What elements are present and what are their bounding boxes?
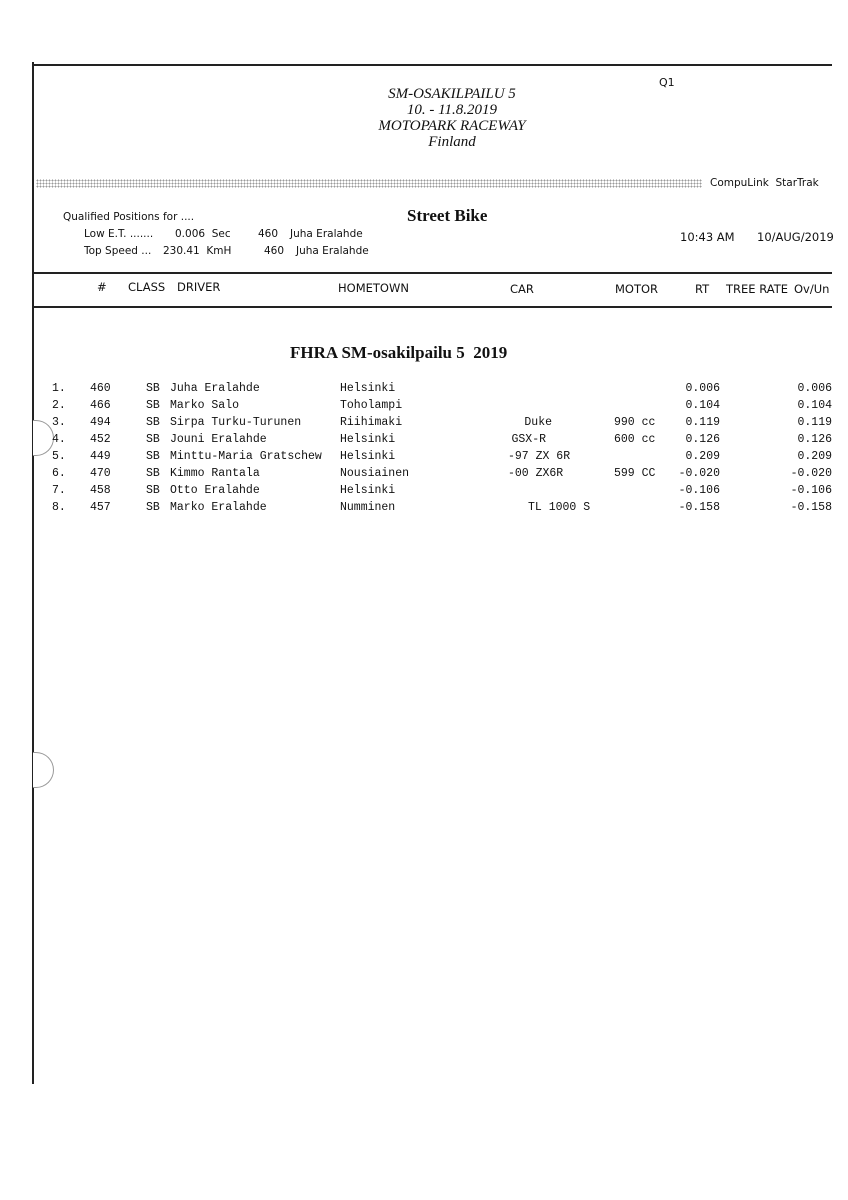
top-speed-num: 460 <box>264 245 285 257</box>
row-driver: Marko Eralahde <box>170 501 267 514</box>
row-class: SB <box>146 467 160 480</box>
low-et-label: Low E.T. ....... <box>84 228 154 240</box>
row-num: 449 <box>90 450 111 463</box>
row-rt: -0.158 <box>678 501 720 514</box>
qualified-label: Qualified Positions for .... <box>63 211 195 223</box>
table-row <box>0 467 848 484</box>
row-motor: 600 cc <box>614 433 656 446</box>
row-hometown: Helsinki <box>340 382 396 395</box>
row-ovun: 0.209 <box>797 450 832 463</box>
row-class: SB <box>146 501 160 514</box>
row-class: SB <box>146 450 160 463</box>
row-num: 457 <box>90 501 111 514</box>
punch-hole-bottom <box>33 752 54 788</box>
row-hometown: Helsinki <box>340 433 396 446</box>
row-hometown: Numminen <box>340 501 396 514</box>
row-hometown: Toholampi <box>340 399 403 412</box>
row-ovun: -0.020 <box>790 467 832 480</box>
row-ovun: 0.006 <box>797 382 832 395</box>
table-row <box>0 399 848 416</box>
row-motor: 599 CC <box>614 467 656 480</box>
row-hometown: Nousiainen <box>340 467 410 480</box>
event-header <box>332 86 572 150</box>
row-rt: -0.106 <box>678 484 720 497</box>
table-row <box>0 382 848 399</box>
row-rt: 0.006 <box>685 382 720 395</box>
row-driver: Otto Eralahde <box>170 484 260 497</box>
row-pos: 7. <box>52 484 66 497</box>
table-row <box>0 450 848 467</box>
row-num: 452 <box>90 433 111 446</box>
row-car: TL 1000 S <box>528 501 591 514</box>
row-num: 458 <box>90 484 111 497</box>
row-pos: 5. <box>52 450 66 463</box>
report-time: 10:43 AM <box>680 230 735 244</box>
row-ovun: 0.126 <box>797 433 832 446</box>
row-class: SB <box>146 484 160 497</box>
row-motor: 990 cc <box>614 416 656 429</box>
row-pos: 4. <box>52 433 66 446</box>
row-class: SB <box>146 416 160 429</box>
row-car: GSX-R <box>511 433 546 446</box>
header-rule-bottom <box>32 306 832 308</box>
row-hometown: Helsinki <box>340 450 396 463</box>
row-car: Duke <box>524 416 552 429</box>
col-hometown: HOMETOWN <box>338 281 409 295</box>
row-car: -00 ZX6R <box>508 467 564 480</box>
row-rt: 0.209 <box>685 450 720 463</box>
row-num: 460 <box>90 382 111 395</box>
system-label: CompuLink StarTrak <box>710 177 819 189</box>
event-venue: MOTOPARK RACEWAY <box>378 118 526 134</box>
row-class: SB <box>146 382 160 395</box>
row-pos: 3. <box>52 416 66 429</box>
page-tag: Q1 <box>659 76 675 89</box>
left-margin-line <box>32 62 34 1084</box>
row-pos: 2. <box>52 399 66 412</box>
top-speed-value: 230.41 KmH <box>163 245 232 257</box>
col-car: CAR <box>510 282 534 296</box>
row-hometown: Riihimaki <box>340 416 403 429</box>
row-ovun: 0.104 <box>797 399 832 412</box>
row-class: SB <box>146 433 160 446</box>
row-pos: 6. <box>52 467 66 480</box>
dotted-band <box>36 179 702 188</box>
results-title: FHRA SM-osakilpailu 5 2019 <box>290 343 508 362</box>
col-rt: RT <box>695 282 710 296</box>
row-car: -97 ZX 6R <box>508 450 571 463</box>
row-driver: Marko Salo <box>170 399 240 412</box>
class-title: Street Bike <box>407 206 488 225</box>
row-driver: Sirpa Turku-Turunen <box>170 416 302 429</box>
event-title: SM-OSAKILPAILU 5 <box>388 86 516 102</box>
row-pos: 8. <box>52 501 66 514</box>
top-speed-label: Top Speed ... <box>84 245 152 257</box>
row-rt: -0.020 <box>678 467 720 480</box>
col-ovun: Ov/Un <box>794 282 830 296</box>
row-ovun: 0.119 <box>797 416 832 429</box>
row-ovun: -0.158 <box>790 501 832 514</box>
row-driver: Juha Eralahde <box>170 382 260 395</box>
row-num: 466 <box>90 399 111 412</box>
table-row <box>0 484 848 501</box>
table-row <box>0 416 848 433</box>
top-rule <box>32 64 832 66</box>
table-row <box>0 433 848 450</box>
header-rule-top <box>32 272 832 274</box>
row-ovun: -0.106 <box>790 484 832 497</box>
row-driver: Minttu-Maria Gratschew <box>170 450 322 463</box>
col-tree-rate: TREE RATE <box>726 282 788 296</box>
table-row <box>0 501 848 518</box>
row-num: 470 <box>90 467 111 480</box>
low-et-driver: Juha Eralahde <box>290 228 363 240</box>
row-driver: Kimmo Rantala <box>170 467 260 480</box>
col-class: CLASS <box>128 280 166 294</box>
col-num: # <box>97 280 107 294</box>
low-et-value: 0.006 Sec <box>175 228 231 240</box>
row-rt: 0.104 <box>685 399 720 412</box>
report-date: 10/AUG/2019 <box>757 230 834 244</box>
col-driver: DRIVER <box>177 280 221 294</box>
row-pos: 1. <box>52 382 66 395</box>
event-dates: 10. - 11.8.2019 <box>406 102 498 118</box>
low-et-num: 460 <box>258 228 279 240</box>
row-num: 494 <box>90 416 111 429</box>
col-motor: MOTOR <box>615 282 659 296</box>
row-class: SB <box>146 399 160 412</box>
row-rt: 0.126 <box>685 433 720 446</box>
row-rt: 0.119 <box>685 416 720 429</box>
top-speed-driver: Juha Eralahde <box>296 245 369 257</box>
event-country: Finland <box>428 134 476 150</box>
row-driver: Jouni Eralahde <box>170 433 267 446</box>
row-hometown: Helsinki <box>340 484 396 497</box>
